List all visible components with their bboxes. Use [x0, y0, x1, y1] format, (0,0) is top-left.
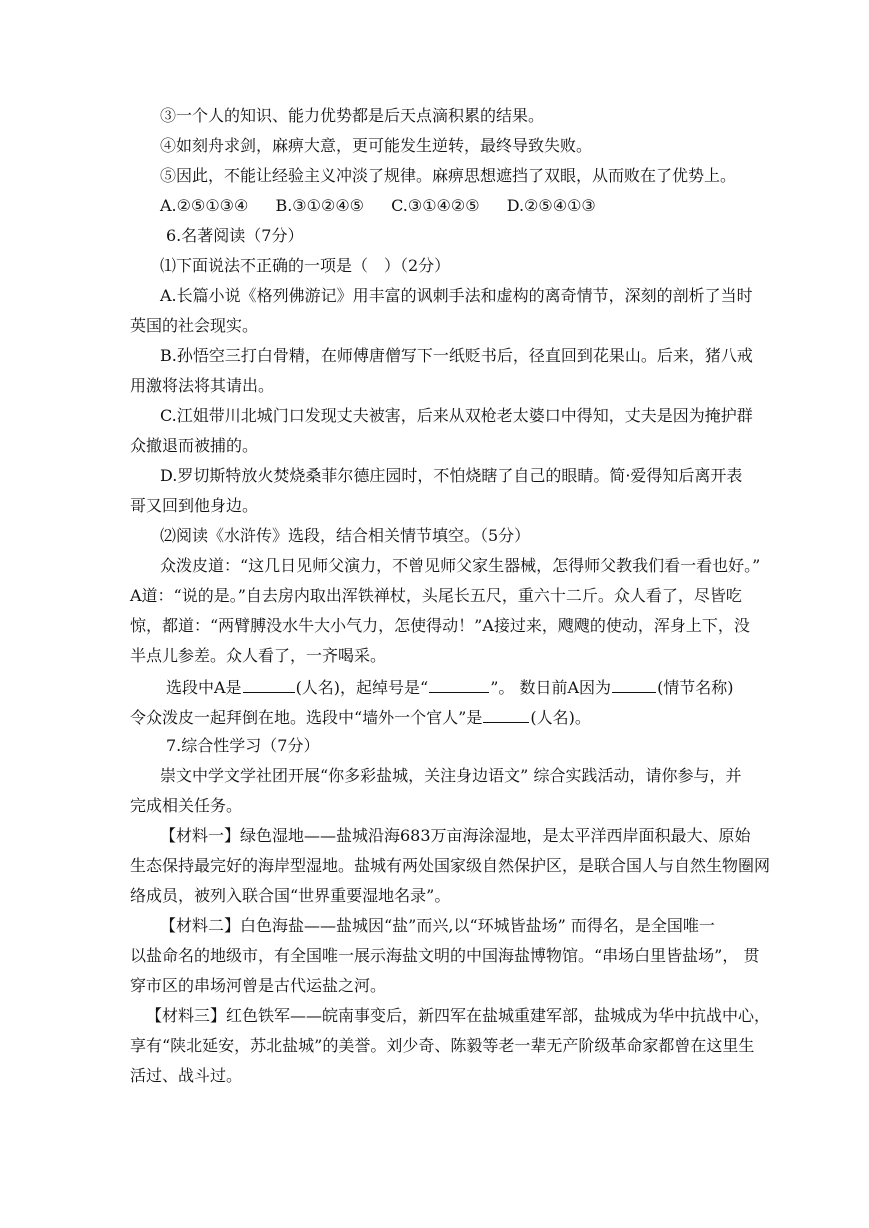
- material-3-line-3: 活过、战斗过。: [130, 1066, 243, 1085]
- material-2-line-2: 以盐命名的地级市，有全国唯一展示海盐文明的中国海盐博物馆。“串场白里皆盐场”， 贯: [130, 946, 760, 965]
- fill-1-mid: (人名)，起绰号是“: [295, 678, 429, 697]
- q6-heading: 6.名著阅读（7分）: [166, 226, 304, 245]
- q6-option-d-line1: D.罗切斯特放火焚烧桑菲尔德庄园时，不怕烧瞎了自己的眼睛。简·爱得知后离开表: [160, 466, 743, 485]
- order-item-3: ③一个人的知识、能力优势都是后天点滴积累的结果。: [160, 106, 545, 125]
- q6-option-a-line2: 英国的社会现实。: [130, 316, 259, 335]
- passage-line-2: A道：“说的是。”自去房内取出浑铁禅杖，头尾长五尺，重六十二斤。众人看了，尽皆吃: [130, 586, 742, 605]
- fill-1-pre: 选段中A是: [166, 678, 242, 697]
- order-options: [160, 196, 618, 216]
- q6-part1-prompt: ⑴下面说法不正确的一项是（ ）（2分）: [160, 256, 451, 275]
- material-2-line-1: 【材料二】白色海盐——盐城因“盐”而兴,以“环城皆盐场” 而得名，是全国唯一: [160, 916, 715, 935]
- blank-nickname[interactable]: [429, 676, 489, 693]
- fill-blank-line-2: [130, 706, 591, 728]
- option-a: A.②⑤①③④: [160, 196, 249, 215]
- fill-1-post: (情节名称): [657, 678, 734, 697]
- q6-option-b-line1: B.孙悟空三打白骨精，在师傅唐僧写下一纸贬书后，径直回到花果山。后来，猪八戒: [160, 346, 753, 365]
- option-b: B.③①②④⑤: [275, 196, 365, 215]
- material-3-line-1: 【材料三】红色铁军——皖南事变后，新四军在盐城重建军部，盐城成为华中抗战中心，: [146, 1006, 771, 1025]
- order-item-4: ④如刻舟求剑，麻痹大意，更可能发生逆转，最终导致失败。: [160, 136, 593, 155]
- material-2-line-3: 穿市区的串场河曾是古代运盐之河。: [130, 976, 387, 995]
- order-item-5: ⑤因此，不能让经验主义冲淡了规律。麻痹思想遮挡了双眼，从而败在了优势上。: [160, 166, 737, 185]
- material-1-line-2: 生态保持最完好的海岸型湿地。盐城有两处国家级自然保护区，是联合国人与自然生物圈网: [130, 856, 771, 875]
- fill-2-pre: 令众泼皮一起拜倒在地。选段中“墙外一个官人”是: [130, 708, 483, 727]
- material-1-line-3: 络成员，被列入联合国“世界重要湿地名录”。: [130, 886, 451, 905]
- q6-option-d-line2: 哥又回到他身边。: [130, 496, 259, 515]
- fill-2-post: (人名)。: [530, 708, 591, 727]
- q6-part2-prompt: ⑵阅读《水浒传》选段，结合相关情节填空。（5分）: [160, 526, 531, 545]
- q7-intro-line-1: 崇文中学文学社团开展“你多彩盐城，关注身边语文” 综合实践活动，请你参与，并: [160, 766, 742, 785]
- blank-person-name[interactable]: [243, 676, 295, 693]
- q6-option-b-line2: 用激将法将其请出。: [130, 376, 275, 395]
- q7-intro-line-2: 完成相关任务。: [130, 796, 243, 815]
- blank-official-name[interactable]: [483, 706, 529, 723]
- passage-line-1: 众泼皮道：“这几日见师父演力，不曾见师父家生器械，怎得师父教我们看一看也好。”: [160, 556, 761, 575]
- q7-heading: 7.综合性学习（7分）: [166, 736, 320, 755]
- blank-plot-name[interactable]: [612, 676, 656, 693]
- q6-option-c-line1: C.江姐带川北城门口发现丈夫被害，后来从双枪老太婆口中得知，丈夫是因为掩护群: [160, 406, 753, 425]
- q6-option-a-line1: A.长篇小说《格列佛游记》用丰富的讽刺手法和虚构的离奇情节，深刻的剖析了当时: [160, 286, 753, 305]
- option-d: D.②⑤④①③: [506, 196, 596, 215]
- material-3-line-2: 享有“陕北延安，苏北盐城”的美誉。刘少奇、陈毅等老一辈无产阶级革命家都曾在这里生: [130, 1036, 755, 1055]
- fill-blank-line-1: [166, 676, 734, 698]
- material-1-line-1: 【材料一】绿色湿地——盐城沿海683万亩海涂湿地，是太平洋西岸面积最大、原始: [160, 826, 751, 845]
- fill-1-mid2: ”。 数日前A因为: [490, 678, 612, 697]
- passage-line-4: 半点儿参差。众人看了，一齐喝采。: [130, 646, 387, 665]
- q6-option-c-line2: 众撤退而被捕的。: [130, 436, 259, 455]
- passage-line-3: 惊，都道：“两臂膊没水牛大小气力，怎使得动！”A接过来，飕飕的使动，浑身上下，没: [130, 616, 750, 635]
- option-c: C.③①④②⑤: [391, 196, 480, 215]
